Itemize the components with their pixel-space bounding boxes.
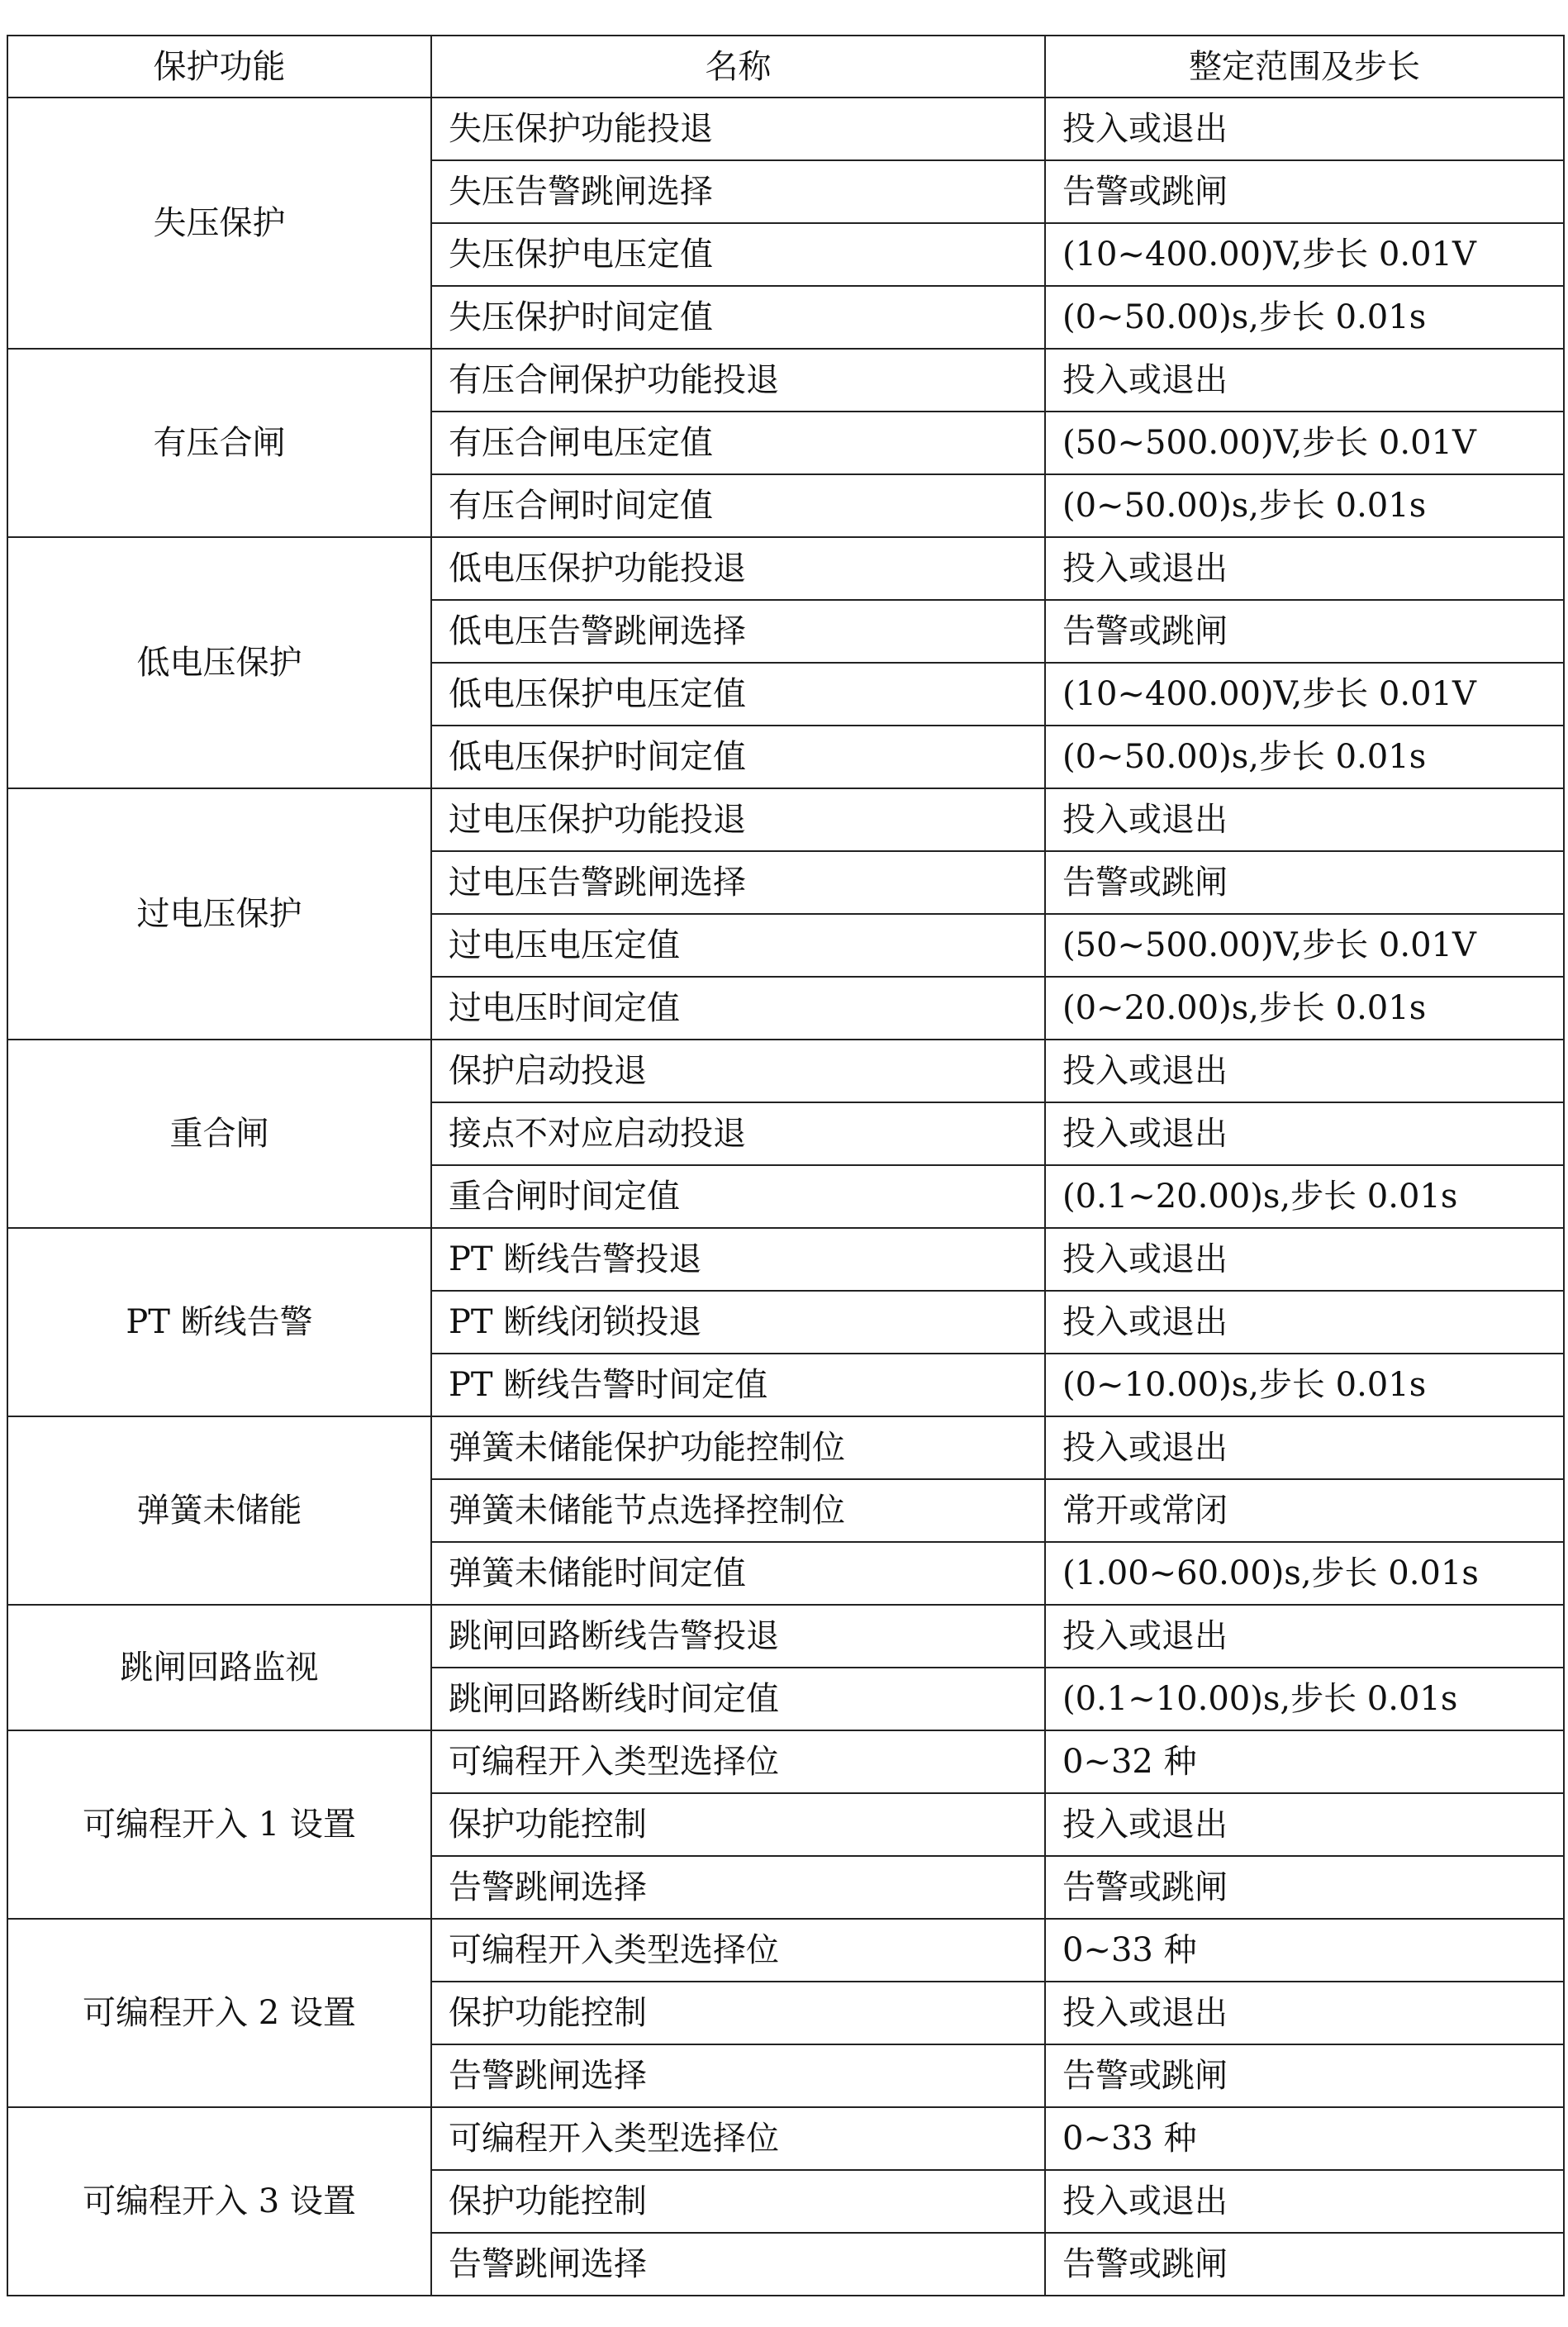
table-row (7, 2107, 1564, 2170)
setting-name-cell: 保护功能控制 (431, 1982, 1045, 2044)
setting-range-cell: 0~33 种 (1045, 2107, 1564, 2170)
table-row (7, 1416, 1564, 1479)
setting-name-cell: 保护功能控制 (431, 1793, 1045, 1856)
setting-range-cell: 投入或退出 (1045, 788, 1564, 851)
setting-name-cell: 可编程开入类型选择位 (431, 1730, 1045, 1793)
setting-range-cell: 告警或跳闸 (1045, 2044, 1564, 2107)
setting-name-cell: 跳闸回路断线告警投退 (431, 1605, 1045, 1668)
setting-range-cell: 告警或跳闸 (1045, 600, 1564, 663)
setting-name-cell: 失压保护功能投退 (431, 98, 1045, 160)
table-row (7, 1605, 1564, 1668)
protection-function-cell: 弹簧未储能 (7, 1416, 431, 1605)
table-row (7, 1228, 1564, 1291)
setting-range-cell: (0~50.00)s,步长 0.01s (1045, 474, 1564, 537)
setting-range-cell: (10~400.00)V,步长 0.01V (1045, 223, 1564, 286)
table-header (7, 36, 1564, 98)
setting-range-cell: (0~20.00)s,步长 0.01s (1045, 977, 1564, 1040)
protection-function-cell: 可编程开入 1 设置 (7, 1730, 431, 1919)
setting-name-cell: 有压合闸电压定值 (431, 412, 1045, 474)
setting-name-cell: 失压保护电压定值 (431, 223, 1045, 286)
table-row (7, 98, 1564, 160)
setting-name-cell: 低电压告警跳闸选择 (431, 600, 1045, 663)
table-row (7, 349, 1564, 412)
setting-name-cell: 告警跳闸选择 (431, 2233, 1045, 2296)
setting-range-cell: 告警或跳闸 (1045, 1856, 1564, 1919)
setting-range-cell: 投入或退出 (1045, 2170, 1564, 2233)
setting-name-cell: 低电压保护电压定值 (431, 663, 1045, 726)
setting-name-cell: 可编程开入类型选择位 (431, 1919, 1045, 1982)
table-row (7, 537, 1564, 600)
setting-range-cell: 0~33 种 (1045, 1919, 1564, 1982)
setting-name-cell: 有压合闸时间定值 (431, 474, 1045, 537)
setting-range-cell: 常开或常闭 (1045, 1479, 1564, 1542)
setting-range-cell: (0~50.00)s,步长 0.01s (1045, 726, 1564, 788)
setting-name-cell: PT 断线告警时间定值 (431, 1354, 1045, 1416)
setting-range-cell: 告警或跳闸 (1045, 160, 1564, 223)
protection-function-cell: 有压合闸 (7, 349, 431, 537)
setting-range-cell: 投入或退出 (1045, 537, 1564, 600)
setting-name-cell: PT 断线闭锁投退 (431, 1291, 1045, 1354)
setting-name-cell: 失压保护时间定值 (431, 286, 1045, 349)
protection-function-cell: 跳闸回路监视 (7, 1605, 431, 1730)
setting-range-cell: (1.00~60.00)s,步长 0.01s (1045, 1542, 1564, 1605)
setting-range-cell: 投入或退出 (1045, 1102, 1564, 1165)
setting-range-cell: (0.1~20.00)s,步长 0.01s (1045, 1165, 1564, 1228)
setting-name-cell: 重合闸时间定值 (431, 1165, 1045, 1228)
header-setting-range: 整定范围及步长 (1045, 36, 1564, 98)
setting-name-cell: 失压告警跳闸选择 (431, 160, 1045, 223)
setting-range-cell: 0~32 种 (1045, 1730, 1564, 1793)
table-row (7, 788, 1564, 851)
setting-name-cell: 告警跳闸选择 (431, 2044, 1045, 2107)
protection-function-cell: 可编程开入 3 设置 (7, 2107, 431, 2296)
setting-name-cell: 低电压保护时间定值 (431, 726, 1045, 788)
protection-function-cell: 可编程开入 2 设置 (7, 1919, 431, 2107)
setting-name-cell: 弹簧未储能节点选择控制位 (431, 1479, 1045, 1542)
table-row (7, 1730, 1564, 1793)
table-row (7, 1040, 1564, 1102)
setting-range-cell: (0.1~10.00)s,步长 0.01s (1045, 1668, 1564, 1730)
setting-range-cell: 投入或退出 (1045, 1982, 1564, 2044)
setting-range-cell: 告警或跳闸 (1045, 2233, 1564, 2296)
protection-settings-table (7, 35, 1565, 2296)
protection-function-cell: 重合闸 (7, 1040, 431, 1228)
setting-name-cell: 跳闸回路断线时间定值 (431, 1668, 1045, 1730)
setting-range-cell: 告警或跳闸 (1045, 851, 1564, 914)
setting-range-cell: 投入或退出 (1045, 349, 1564, 412)
setting-range-cell: 投入或退出 (1045, 98, 1564, 160)
header-protection-function: 保护功能 (7, 36, 431, 98)
header-name: 名称 (431, 36, 1045, 98)
setting-name-cell: 保护功能控制 (431, 2170, 1045, 2233)
setting-name-cell: 过电压时间定值 (431, 977, 1045, 1040)
setting-name-cell: 告警跳闸选择 (431, 1856, 1045, 1919)
setting-name-cell: 过电压保护功能投退 (431, 788, 1045, 851)
setting-range-cell: 投入或退出 (1045, 1040, 1564, 1102)
table-body (7, 98, 1564, 2296)
setting-name-cell: 弹簧未储能时间定值 (431, 1542, 1045, 1605)
setting-range-cell: 投入或退出 (1045, 1605, 1564, 1668)
setting-name-cell: 低电压保护功能投退 (431, 537, 1045, 600)
protection-function-cell: 过电压保护 (7, 788, 431, 1040)
setting-range-cell: 投入或退出 (1045, 1228, 1564, 1291)
header-row (7, 36, 1564, 98)
setting-name-cell: PT 断线告警投退 (431, 1228, 1045, 1291)
setting-name-cell: 过电压告警跳闸选择 (431, 851, 1045, 914)
setting-name-cell: 有压合闸保护功能投退 (431, 349, 1045, 412)
table-row (7, 1919, 1564, 1982)
setting-name-cell: 接点不对应启动投退 (431, 1102, 1045, 1165)
setting-name-cell: 过电压电压定值 (431, 914, 1045, 977)
protection-function-cell: 低电压保护 (7, 537, 431, 788)
setting-range-cell: 投入或退出 (1045, 1793, 1564, 1856)
setting-name-cell: 保护启动投退 (431, 1040, 1045, 1102)
setting-range-cell: (0~50.00)s,步长 0.01s (1045, 286, 1564, 349)
setting-range-cell: (10~400.00)V,步长 0.01V (1045, 663, 1564, 726)
setting-range-cell: 投入或退出 (1045, 1291, 1564, 1354)
setting-range-cell: (50~500.00)V,步长 0.01V (1045, 412, 1564, 474)
protection-function-cell: PT 断线告警 (7, 1228, 431, 1416)
setting-range-cell: (0~10.00)s,步长 0.01s (1045, 1354, 1564, 1416)
setting-name-cell: 弹簧未储能保护功能控制位 (431, 1416, 1045, 1479)
setting-range-cell: 投入或退出 (1045, 1416, 1564, 1479)
protection-function-cell: 失压保护 (7, 98, 431, 349)
setting-name-cell: 可编程开入类型选择位 (431, 2107, 1045, 2170)
setting-range-cell: (50~500.00)V,步长 0.01V (1045, 914, 1564, 977)
